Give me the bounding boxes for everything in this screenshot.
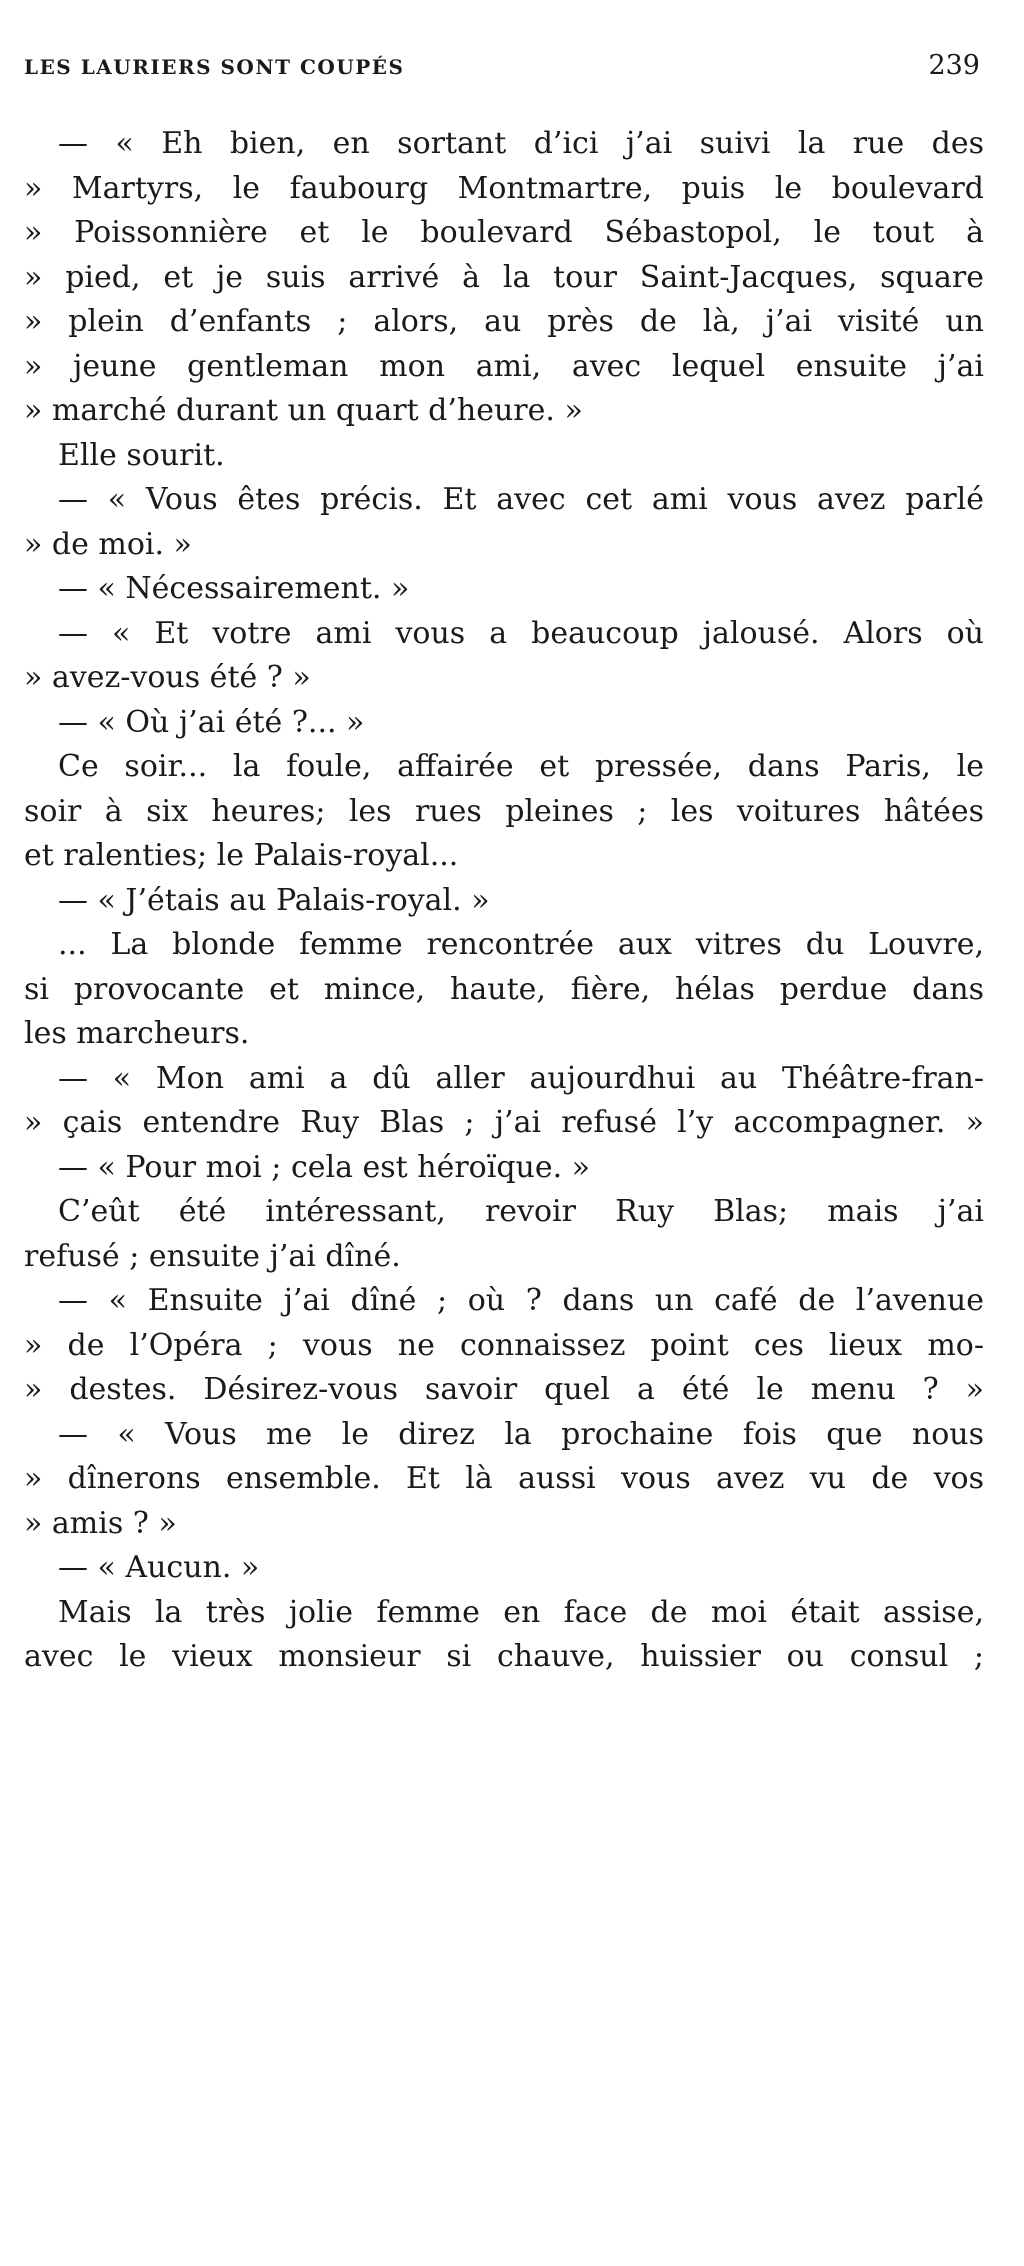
text-line: si provocante et mince, haute, fière, hélas perdue dans: [24, 971, 984, 1007]
text-line: — « Mon ami a dû aller aujourdhui au Théâtre-fran-: [58, 1060, 984, 1096]
text-line: Ce soir... la foule, affairée et pressée, dans Paris, le: [58, 749, 984, 784]
text-line: » Martyrs, le faubourg Montmartre, puis le boulevard: [24, 170, 984, 206]
text-line: — « Eh bien, en sortant d’ici j’ai suivi la rue des: [58, 126, 984, 161]
text-line: — « Ensuite j’ai dîné ; où ? dans un café de l’avenue: [58, 1283, 984, 1318]
text-line: Elle sourit.: [58, 437, 225, 473]
text-line: » plein d’enfants ; alors, au près de là, j’ai visité un: [24, 304, 984, 339]
text-line: — « Pour moi ; cela est héroïque. »: [58, 1149, 591, 1185]
text-line: — « Vous me le direz la prochaine fois que nous: [58, 1416, 984, 1452]
text-line: soir à six heures; les rues pleines ; les voitures hâtées: [24, 793, 984, 829]
text-line: ... La blonde femme rencontrée aux vitres du Louvre,: [58, 927, 984, 962]
text-line: » destes. Désirez-vous savoir quel a été le menu ? »: [24, 1372, 984, 1407]
text-line: — « Et votre ami vous a beaucoup jalousé. Alors où: [58, 615, 984, 651]
body-text: [24, 122, 984, 1680]
text-line: » pied, et je suis arrivé à la tour Saint-Jacques, square: [24, 259, 984, 295]
text-line: » de l’Opéra ; vous ne connaissez point ces lieux mo-: [24, 1327, 984, 1363]
text-line: — « Nécessairement. »: [58, 571, 410, 606]
text-line: » çais entendre Ruy Blas ; j’ai refusé l’y accompagner. »: [24, 1105, 984, 1140]
text-line: » marché durant un quart d’heure. »: [24, 393, 583, 428]
text-line: » Poissonnière et le boulevard Sébastopol, le tout à: [24, 215, 984, 250]
text-line: avec le vieux monsieur si chauve, huissier ou consul ;: [24, 1639, 984, 1674]
text-line: — « Vous êtes précis. Et avec cet ami vous avez parlé: [58, 482, 984, 517]
text-line: » de moi. »: [24, 526, 192, 562]
text-line: » dînerons ensemble. Et là aussi vous avez vu de vos: [24, 1461, 984, 1496]
text-line: — « Où j’ai été ?... »: [58, 704, 365, 740]
text-line: — « Aucun. »: [58, 1550, 260, 1585]
page-number: 239: [928, 50, 980, 81]
book-page: [24, 50, 984, 1680]
text-line: — « J’étais au Palais-royal. »: [58, 882, 490, 918]
text-line: C’eût été intéressant, revoir Ruy Blas; mais j’ai: [58, 1194, 984, 1229]
text-line: » avez-vous été ? »: [24, 660, 311, 695]
text-line: refusé ; ensuite j’ai dîné.: [24, 1238, 401, 1274]
text-line: Mais la très jolie femme en face de moi était assise,: [58, 1594, 984, 1630]
text-line: » amis ? »: [24, 1505, 177, 1541]
text-line: » jeune gentleman mon ami, avec lequel ensuite j’ai: [24, 348, 984, 384]
text-line: et ralenties; le Palais-royal...: [24, 838, 459, 873]
text-line: les marcheurs.: [24, 1016, 250, 1051]
running-title: LES LAURIERS SONT COUPÉS: [24, 55, 405, 79]
page-header: [24, 50, 984, 106]
